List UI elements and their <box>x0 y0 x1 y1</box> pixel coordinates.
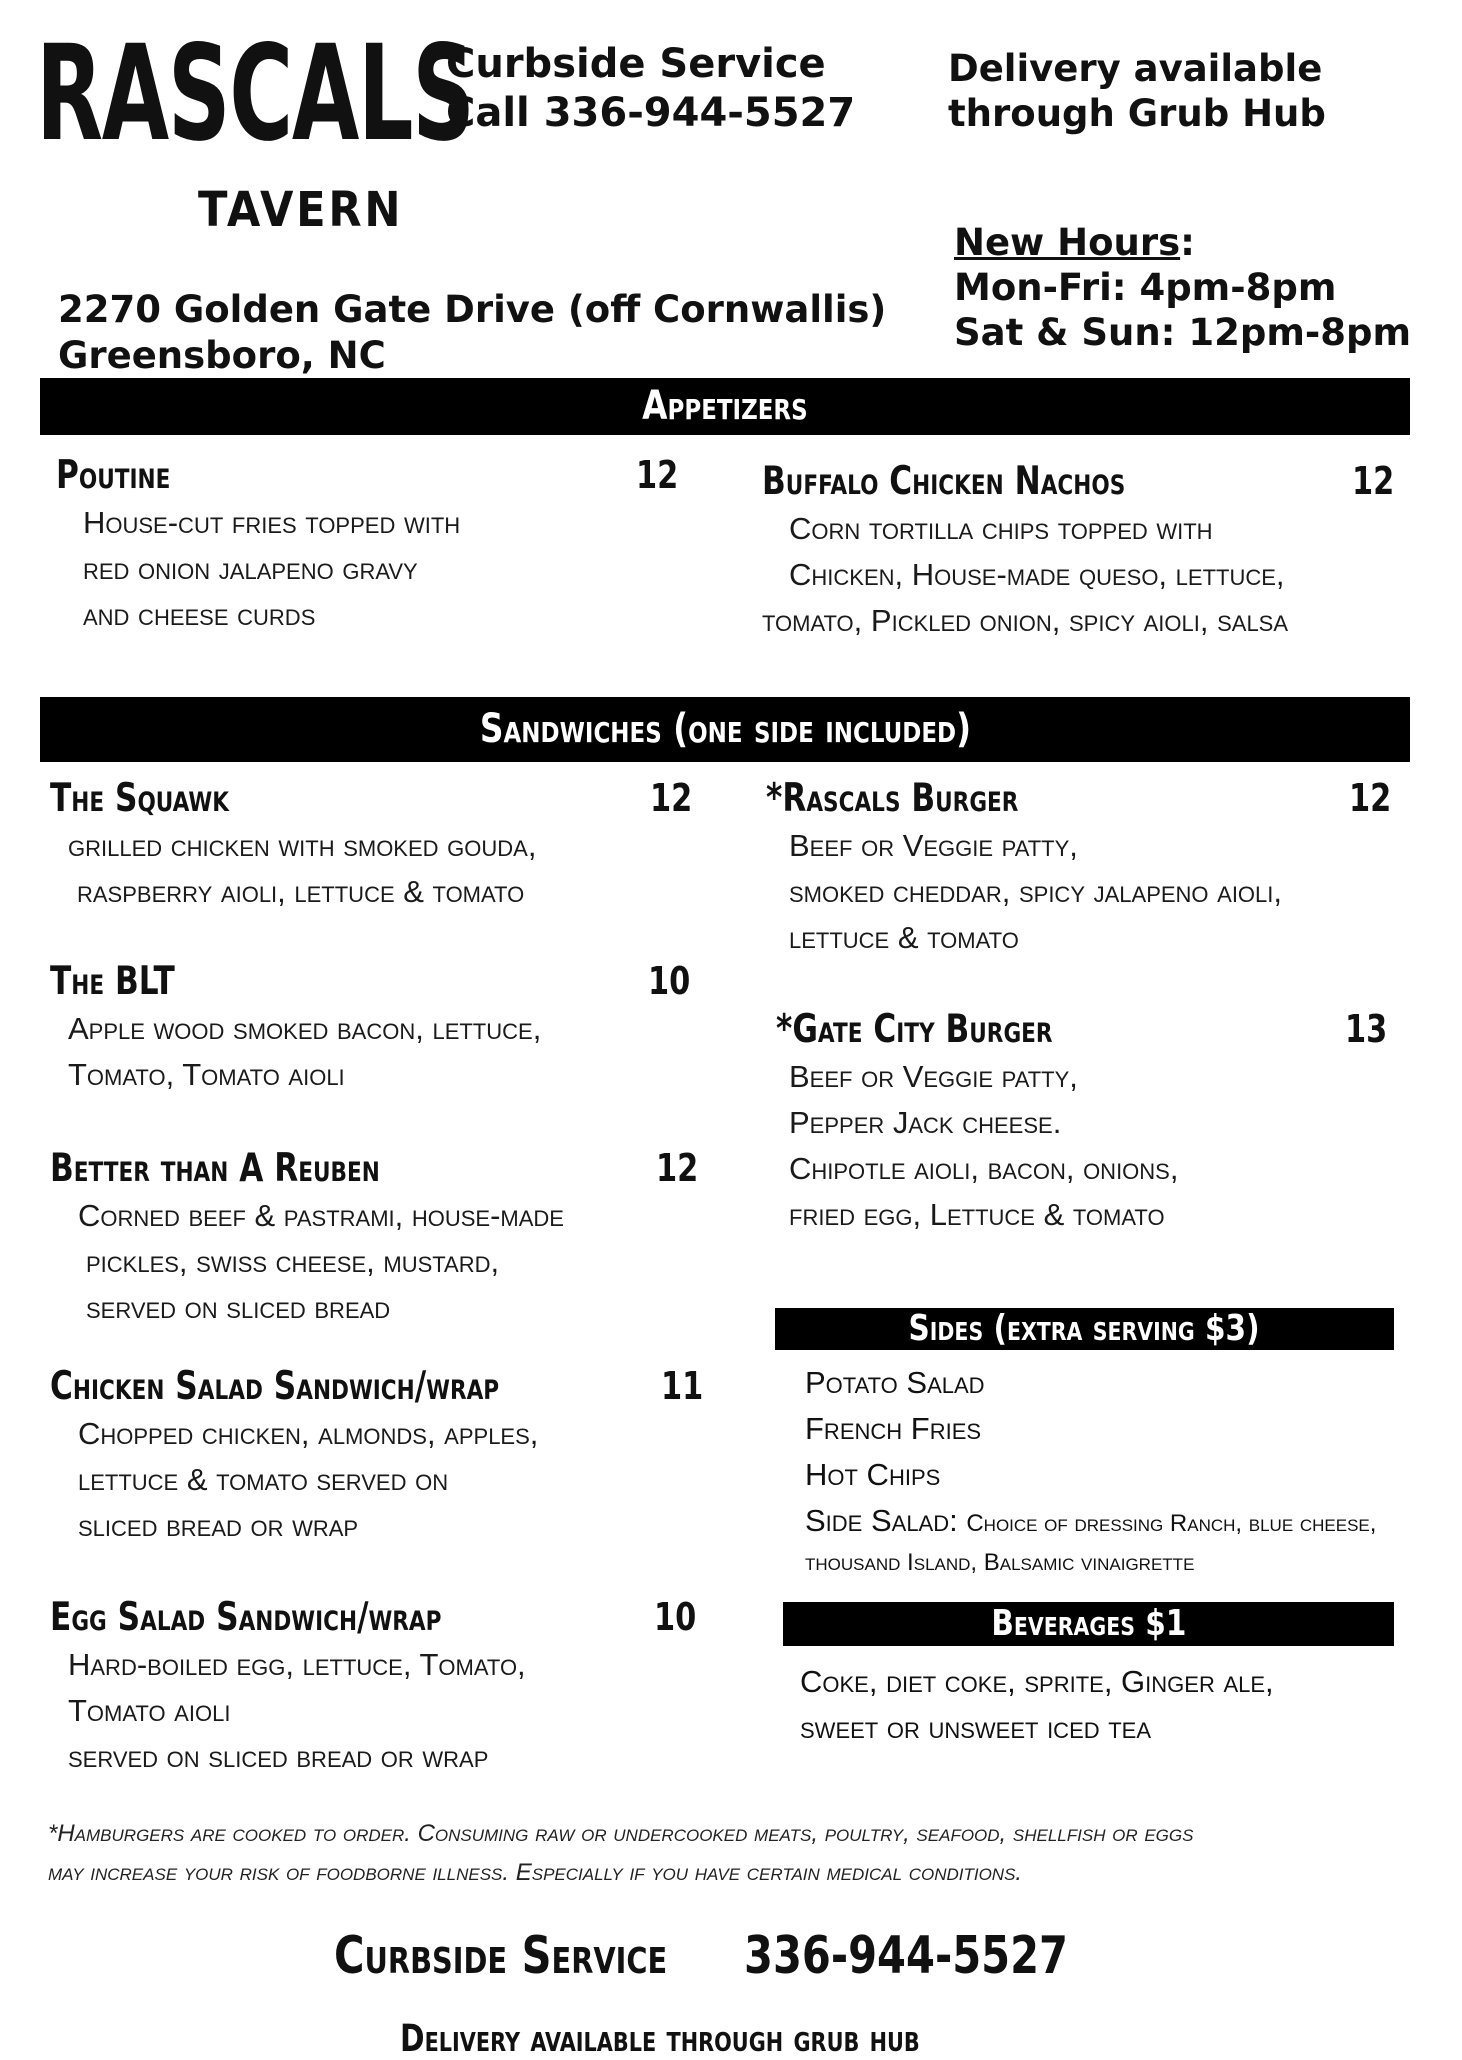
hours-weekday: Mon-Fri: 4pm-8pm <box>954 266 1337 310</box>
delivery-line-1: Delivery available <box>948 47 1323 90</box>
item-desc-poutine: House-cut fries topped with red onion jalapeno gravy and cheese curds <box>83 505 461 632</box>
item-desc-blt: Apple wood smoked bacon, lettuce, Tomato, Tomato aioli <box>68 1011 542 1092</box>
side-salad-dressings: thousand Island, Balsamic vinaigrette <box>805 1549 1195 1576</box>
address-block <box>58 287 886 380</box>
item-desc-gate-city-burger: Beef or Veggie patty, Pepper Jack cheese. Chipotle aioli, bacon, onions, fried egg, Lettuce & tomato <box>789 1059 1179 1232</box>
item-price-reuben: 12 <box>656 1146 699 1190</box>
footer-curbside-label: Curbside Service <box>334 1926 668 1986</box>
delivery-info <box>948 46 1326 136</box>
hours-weekend: Sat & Sun: 12pm-8pm <box>954 311 1412 355</box>
item-name-buffalo-nachos: Buffalo Chicken Nachos <box>762 459 1126 504</box>
item-price-blt: 10 <box>648 959 691 1003</box>
item-name-gate-city-burger: *Gate City Burger <box>776 1007 1053 1052</box>
item-name-blt: The BLT <box>50 959 175 1004</box>
curbside-info <box>446 40 855 138</box>
logo-rascals: RASCALS <box>36 17 474 171</box>
sides-list <box>805 1360 1376 1579</box>
item-name-reuben: Better than A Reuben <box>50 1146 380 1191</box>
footer-delivery: Delivery available through grub hub <box>400 2017 920 2060</box>
item-desc-rascals-burger: Beef or Veggie patty, smoked cheddar, spicy jalapeno aioli, lettuce & tomato <box>789 828 1283 955</box>
hours-title: New Hours: <box>954 221 1195 264</box>
item-name-rascals-burger: *Rascals Burger <box>766 776 1019 821</box>
item-desc-squawk: grilled chicken with smoked gouda, raspberry aioli, lettuce & tomato <box>68 828 537 909</box>
address-line-2: Greensboro, NC <box>58 334 386 378</box>
beverages-list: Coke, diet coke, sprite, Ginger ale, sweet or unsweet iced tea <box>800 1664 1274 1745</box>
item-desc-egg-salad: Hard-boiled egg, lettuce, Tomato, Tomato aioli served on sliced bread or wrap <box>68 1647 526 1774</box>
sides-header: Sides (extra serving $3) <box>775 1308 1394 1350</box>
address-line-1: 2270 Golden Gate Drive (off Cornwallis) <box>58 288 887 331</box>
food-safety-notice: *Hamburgers are cooked to order. Consuming raw or undercooked meats, poultry, seafood, shellfish or eggs may increase your risk of foodborne illness. Especially if you have certain medical conditions. <box>48 1820 1194 1886</box>
item-name-poutine: Poutine <box>56 453 171 498</box>
item-name-chicken-salad: Chicken Salad Sandwich/wrap <box>50 1364 500 1409</box>
item-price-rascals-burger: 12 <box>1349 776 1392 820</box>
item-price-squawk: 12 <box>650 776 693 820</box>
hours-block <box>954 220 1411 355</box>
curbside-phone[interactable]: Call 336-944-5527 <box>446 89 856 136</box>
item-desc-buffalo-nachos: Corn tortilla chips topped with Chicken, House-made queso, lettuce, tomato, Pickled onion, spicy aioli, salsa <box>762 511 1289 638</box>
delivery-line-2: through Grub Hub <box>948 92 1326 136</box>
item-desc-chicken-salad: Chopped chicken, almonds, apples, lettuce & tomato served on sliced bread or wrap <box>78 1416 539 1543</box>
curbside-label: Curbside Service <box>446 41 826 87</box>
footer-phone[interactable]: 336-944-5527 <box>744 1926 1068 1986</box>
side-item: Potato Salad <box>805 1365 985 1400</box>
item-price-poutine: 12 <box>636 453 679 497</box>
item-price-buffalo-nachos: 12 <box>1352 459 1395 503</box>
item-price-egg-salad: 10 <box>654 1595 697 1639</box>
side-item-salad: Side Salad: Choice of dressing Ranch, blue cheese, <box>805 1503 1377 1538</box>
beverages-header: Beverages $1 <box>783 1602 1394 1646</box>
logo-tavern: TAVERN <box>198 182 404 238</box>
item-desc-reuben: Corned beef & pastrami, house-made pickles, swiss cheese, mustard, served on sliced bread <box>78 1198 564 1325</box>
item-price-chicken-salad: 11 <box>661 1364 704 1408</box>
appetizers-header: Appetizers <box>40 378 1410 435</box>
item-price-gate-city-burger: 13 <box>1345 1007 1388 1051</box>
side-item: Hot Chips <box>805 1457 941 1492</box>
side-item: French Fries <box>805 1411 982 1446</box>
item-name-egg-salad: Egg Salad Sandwich/wrap <box>50 1595 442 1640</box>
item-name-squawk: The Squawk <box>50 776 229 821</box>
sandwiches-header: Sandwiches (one side included) <box>40 697 1410 762</box>
